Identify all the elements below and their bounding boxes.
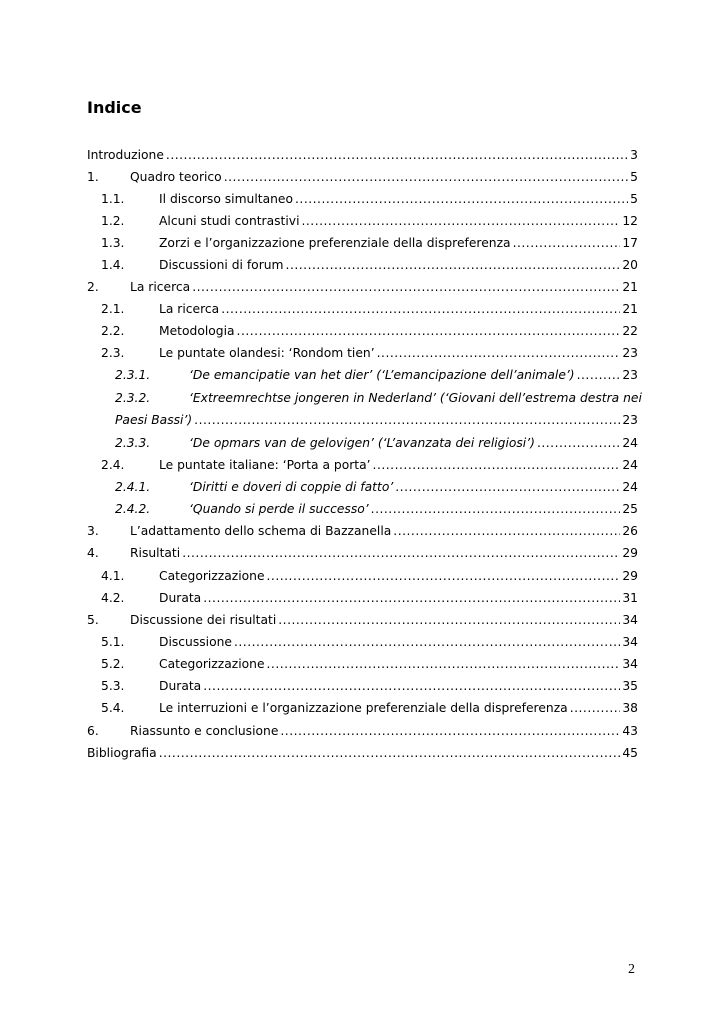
toc-entry-number: 5.4. <box>101 701 125 715</box>
toc-entry-number: 2.3. <box>101 346 125 360</box>
dot-leader <box>182 543 620 563</box>
toc-entry-page: 45 <box>622 746 638 760</box>
toc-entry-text: ‘Extreemrechtse jongeren in Nederland’ (‘Giovani dell’estrema destra nei <box>189 391 642 405</box>
toc-entry-text: Riassunto e conclusione <box>130 724 279 738</box>
toc-entry-text: Introduzione <box>87 148 164 162</box>
toc-entry-2-3-3[interactable] <box>115 433 638 453</box>
toc-entry-number: 2.4.2. <box>115 502 151 516</box>
toc-entry-number: 2.4.1. <box>115 480 151 494</box>
dot-leader <box>194 410 620 430</box>
toc-entry-1-3[interactable] <box>101 233 638 253</box>
dot-leader <box>395 477 620 497</box>
dot-leader <box>166 145 628 165</box>
toc-entry-page: 23 <box>622 368 638 382</box>
dot-leader <box>192 277 620 297</box>
toc-entry-number: 2.3.2. <box>115 391 151 405</box>
toc-entry-4-1[interactable] <box>101 566 638 586</box>
toc-entry-text: Discussioni di forum <box>159 258 284 272</box>
toc-entry-2-3[interactable] <box>101 343 638 363</box>
toc-entry-page: 43 <box>622 724 638 738</box>
toc-entry-number: 1.2. <box>101 214 125 228</box>
toc-entry-2[interactable] <box>87 277 638 297</box>
toc-entry-number: 1.3. <box>101 236 125 250</box>
toc-entry-number: 6. <box>87 724 99 738</box>
toc-entry-text: Quadro teorico <box>130 170 222 184</box>
toc-entry-2-3-2[interactable] <box>115 388 642 408</box>
toc-entry-2-4-1[interactable] <box>115 477 638 497</box>
toc-entry-text: Bibliografia <box>87 746 157 760</box>
toc-entry-number: 2.1. <box>101 302 125 316</box>
toc-entry-page: 24 <box>622 480 638 494</box>
dot-leader <box>577 365 621 385</box>
dot-leader <box>393 521 620 541</box>
page-title: Indice <box>87 98 142 117</box>
toc-entry-text: ‘De emancipatie van het dier’ (‘L’emancipazione dell’animale’) <box>189 368 575 382</box>
toc-entry-5-3[interactable] <box>101 676 638 696</box>
dot-leader <box>278 610 620 630</box>
toc-entry-number: 1. <box>87 170 99 184</box>
toc-entry-number: 4.1. <box>101 569 125 583</box>
dot-leader <box>295 189 628 209</box>
toc-entry-number: 4.2. <box>101 591 125 605</box>
toc-entry-number: 4. <box>87 546 99 560</box>
toc-entry-page: 34 <box>622 613 638 627</box>
toc-entry-number: 5.3. <box>101 679 125 693</box>
toc-entry-text: Zorzi e l’organizzazione preferenziale della dispreferenza <box>159 236 511 250</box>
toc-entry-number: 2.4. <box>101 458 125 472</box>
toc-entry-number: 2. <box>87 280 99 294</box>
toc-entry-number: 1.4. <box>101 258 125 272</box>
page-number: 2 <box>628 962 635 977</box>
toc-entry-text: L’adattamento dello schema di Bazzanella <box>130 524 392 538</box>
toc-entry-4[interactable] <box>87 543 638 563</box>
dot-leader <box>221 299 620 319</box>
toc-entry-text: Le puntate olandesi: ‘Rondom tien’ <box>159 346 375 360</box>
toc-entry-number: 5.1. <box>101 635 125 649</box>
toc-entry-text: Categorizzazione <box>159 657 265 671</box>
toc-entry-text: ‘Diritti e doveri di coppie di fatto’ <box>189 480 394 494</box>
toc-entry-page: 23 <box>622 413 638 427</box>
toc-entry-page: 21 <box>622 302 638 316</box>
dot-leader <box>377 343 621 363</box>
toc-entry-2-2[interactable] <box>101 321 638 341</box>
dot-leader <box>224 167 628 187</box>
toc-entry-bibliografia[interactable] <box>87 743 638 763</box>
dot-leader <box>513 233 621 253</box>
dot-leader <box>159 743 621 763</box>
toc-entry-page: 31 <box>622 591 638 605</box>
toc-entry-introduzione[interactable] <box>87 145 638 165</box>
toc-entry-page: 34 <box>622 635 638 649</box>
toc-entry-page: 29 <box>622 569 638 583</box>
toc-entry-2-4[interactable] <box>101 455 638 475</box>
toc-entry-5-2[interactable] <box>101 654 638 674</box>
dot-leader <box>267 566 621 586</box>
toc-entry-page: 5 <box>630 192 638 206</box>
toc-entry-page: 3 <box>630 148 638 162</box>
toc-entry-5[interactable] <box>87 610 638 630</box>
dot-leader <box>286 255 621 275</box>
toc-entry-number: 5. <box>87 613 99 627</box>
toc-entry-text: Le puntate italiane: ‘Porta a porta’ <box>159 458 371 472</box>
toc-entry-text: Risultati <box>130 546 181 560</box>
toc-entry-text: Categorizzazione <box>159 569 265 583</box>
toc-entry-page: 23 <box>622 346 638 360</box>
toc-entry-1-1[interactable] <box>101 189 638 209</box>
toc-entry-number: 2.3.3. <box>115 436 151 450</box>
toc-entry-page: 29 <box>622 546 638 560</box>
toc-entry-page: 20 <box>622 258 638 272</box>
toc-entry-number: 2.2. <box>101 324 125 338</box>
toc-entry-1-2[interactable] <box>101 211 638 231</box>
toc-entry-1[interactable] <box>87 167 638 187</box>
toc-entry-page: 24 <box>622 458 638 472</box>
dot-leader <box>537 433 620 453</box>
toc-entry-number: 5.2. <box>101 657 125 671</box>
dot-leader <box>301 211 620 231</box>
toc-entry-1-4[interactable] <box>101 255 638 275</box>
toc-entry-text: La ricerca <box>159 302 220 316</box>
toc-entry-2-1[interactable] <box>101 299 638 319</box>
toc-entry-text: Durata <box>159 591 202 605</box>
toc-entry-page: 12 <box>622 214 638 228</box>
toc-entry-page: 5 <box>630 170 638 184</box>
toc-entry-text: Il discorso simultaneo <box>159 192 294 206</box>
toc-entry-number: 3. <box>87 524 99 538</box>
toc-entry-page: 35 <box>622 679 638 693</box>
toc-entry-text: Paesi Bassi’) <box>115 413 193 427</box>
toc-entry-page: 25 <box>622 502 638 516</box>
toc-entry-text: La ricerca <box>130 280 191 294</box>
toc-entry-4-2[interactable] <box>101 588 638 608</box>
dot-leader <box>280 721 620 741</box>
toc-entry-page: 21 <box>622 280 638 294</box>
dot-leader <box>570 698 621 718</box>
toc-entry-5-4[interactable] <box>101 698 638 718</box>
toc-entry-page: 24 <box>622 436 638 450</box>
dot-leader <box>371 499 621 519</box>
toc-entry-2-3-2-continuation[interactable] <box>115 410 638 430</box>
dot-leader <box>203 588 620 608</box>
toc-entry-page: 38 <box>622 701 638 715</box>
toc-entry-3[interactable] <box>87 521 638 541</box>
dot-leader <box>234 632 620 652</box>
dot-leader <box>373 455 621 475</box>
toc-entry-page: 34 <box>622 657 638 671</box>
toc-entry-2-3-1[interactable] <box>115 365 638 385</box>
toc-entry-2-4-2[interactable] <box>115 499 638 519</box>
toc-entry-page: 26 <box>622 524 638 538</box>
toc-entry-6[interactable] <box>87 721 638 741</box>
dot-leader <box>267 654 621 674</box>
toc-entry-number: 2.3.1. <box>115 368 151 382</box>
toc-entry-text: Discussione <box>159 635 232 649</box>
toc-entry-page: 17 <box>622 236 638 250</box>
toc-entry-5-1[interactable] <box>101 632 638 652</box>
toc-entry-text: ‘Quando si perde il successo’ <box>189 502 369 516</box>
toc-entry-text: ‘De opmars van de gelovigen’ (‘L’avanzata dei religiosi’) <box>189 436 535 450</box>
toc-entry-text: Discussione dei risultati <box>130 613 277 627</box>
dot-leader <box>203 676 620 696</box>
toc-entry-text: Durata <box>159 679 202 693</box>
toc-entry-text: Metodologia <box>159 324 235 338</box>
toc-entry-page: 22 <box>622 324 638 338</box>
dot-leader <box>237 321 621 341</box>
toc-entry-text: Le interruzioni e l’organizzazione preferenziale della dispreferenza <box>159 701 568 715</box>
toc-entry-number: 1.1. <box>101 192 125 206</box>
toc-entry-text: Alcuni studi contrastivi <box>159 214 300 228</box>
